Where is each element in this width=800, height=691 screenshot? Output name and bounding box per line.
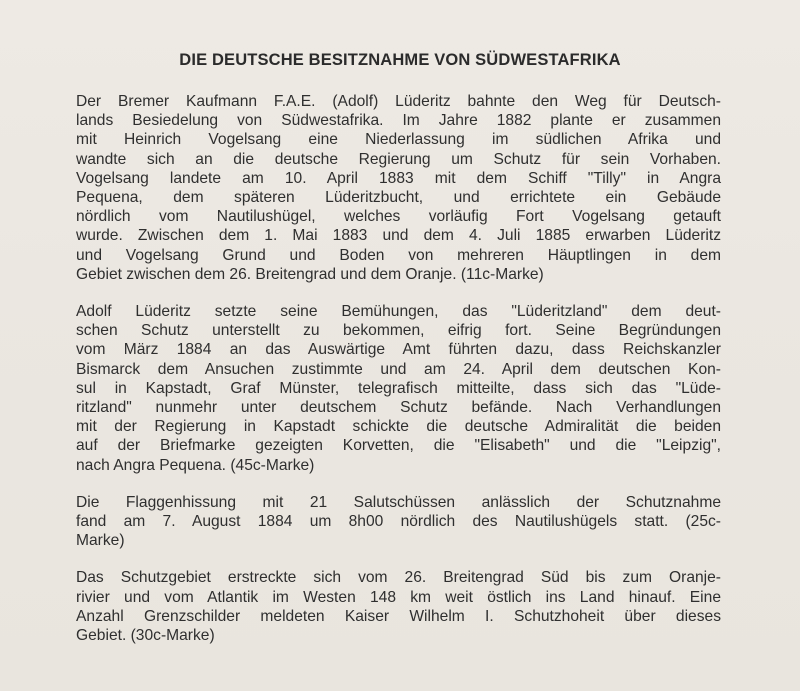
text-line: Bismarck dem Ansuchen zustimmte und am 24. April dem deutschen Kon- xyxy=(76,360,721,378)
text-line: nach Angra Pequena. (45c-Marke) xyxy=(76,456,315,474)
paragraph-3 xyxy=(76,493,721,551)
text-line: nördlich vom Nautilushügel, welches vorläufig Fort Vogelsang getauft xyxy=(76,208,721,226)
text-line: Gebiet zwischen dem 26. Breitengrad und dem Oranje. (11c-Marke) xyxy=(76,265,544,283)
paragraph-1 xyxy=(76,92,721,284)
document-title: DIE DEUTSCHE BESITZNAHME VON SÜDWESTAFRIKA xyxy=(179,51,621,69)
text-line: rivier und vom Atlantik im Westen 148 km weit östlich ins Land hinauf. Eine xyxy=(76,588,721,606)
text-line: Anzahl Grenzschilder meldeten Kaiser Wilhelm I. Schutzhoheit über dieses xyxy=(76,607,721,625)
text-line: Gebiet. (30c-Marke) xyxy=(76,627,215,645)
document-body xyxy=(76,92,721,663)
text-line: schen Schutz unterstellt zu bekommen, eifrig fort. Seine Begründungen xyxy=(76,322,721,340)
paragraph-2 xyxy=(76,302,721,475)
text-line: Die Flaggenhissung mit 21 Salutschüssen anlässlich der Schutznahme xyxy=(76,493,721,511)
text-line: mit der Regierung in Kapstadt schickte die deutsche Admiralität die beiden xyxy=(76,418,721,436)
embossed-mark xyxy=(300,0,500,16)
text-line: vom März 1884 an das Auswärtige Amt führten dazu, dass Reichskanzler xyxy=(76,341,721,359)
text-line: ritzland" nunmehr unter deutschem Schutz befände. Nach Verhandlungen xyxy=(76,399,721,417)
text-line: Adolf Lüderitz setzte seine Bemühungen, das "Lüderitzland" dem deut- xyxy=(76,303,721,321)
text-line: sul in Kapstadt, Graf Münster, telegrafisch mitteilte, dass sich das "Lüde- xyxy=(76,379,721,397)
text-line: Pequena, dem späteren Lüderitzbucht, und errichtete ein Gebäude xyxy=(76,189,721,207)
text-line: lands Besiedelung von Südwestafrika. Im Jahre 1882 plante er zusammen xyxy=(76,112,721,130)
text-line: Vogelsang landete am 10. April 1883 mit dem Schiff "Tilly" in Angra xyxy=(76,169,721,187)
text-line: mit Heinrich Vogelsang eine Niederlassung im südlichen Afrika und xyxy=(76,131,721,149)
text-line: und Vogelsang Grund und Boden von mehreren Häuptlingen in dem xyxy=(76,246,721,264)
paragraph-4 xyxy=(76,568,721,645)
text-line: Das Schutzgebiet erstreckte sich vom 26. Breitengrad Süd bis zum Oranje- xyxy=(76,569,721,587)
text-line: Der Bremer Kaufmann F.A.E. (Adolf) Lüderitz bahnte den Weg für Deutsch- xyxy=(76,93,721,110)
text-line: wurde. Zwischen dem 1. Mai 1883 und dem 4. Juli 1885 erwarben Lüderitz xyxy=(76,227,721,245)
text-line: fand am 7. August 1884 um 8h00 nördlich des Nautilushügels statt. (25c- xyxy=(76,513,721,531)
text-line: Marke) xyxy=(76,532,125,550)
text-line: auf der Briefmarke gezeigten Korvetten, die "Elisabeth" und die "Leipzig", xyxy=(76,437,721,455)
text-line: wandte sich an die deutsche Regierung um Schutz für sein Vorhaben. xyxy=(76,150,721,168)
